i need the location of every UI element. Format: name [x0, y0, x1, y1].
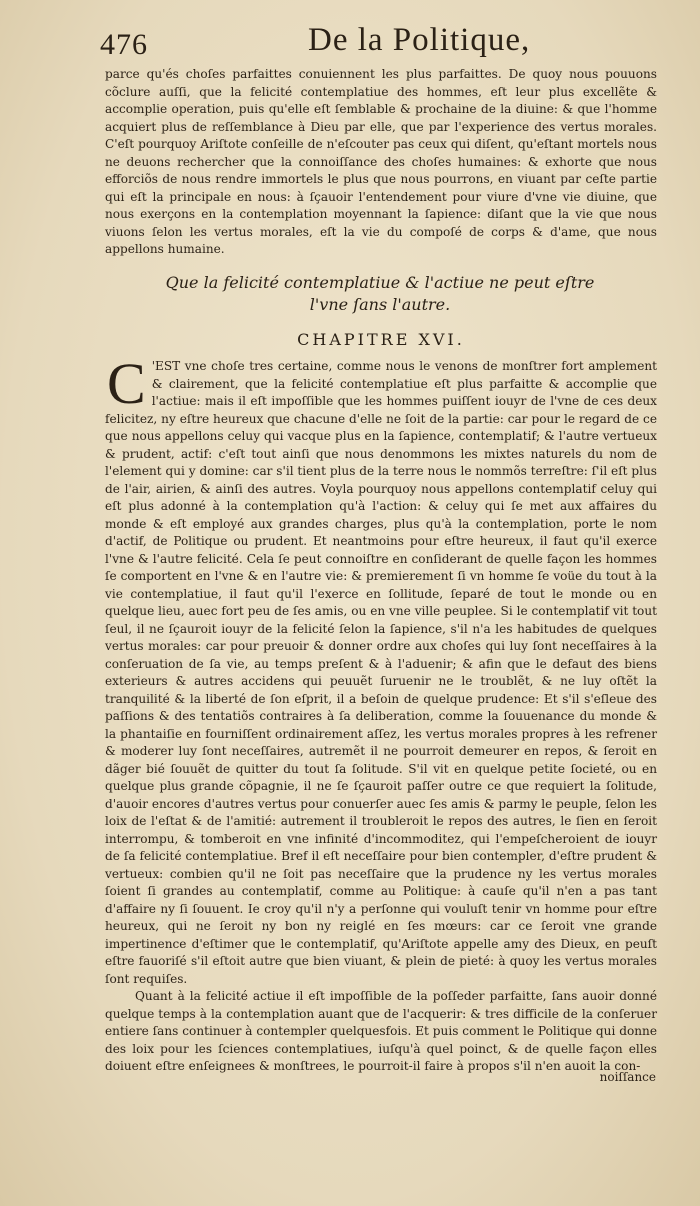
page-number: 476: [100, 28, 148, 61]
chapter-title-line-2: l'vne ſans l'autre.: [309, 295, 451, 314]
chapter-paragraph-1-text: 'EST vne choſe tres certaine, comme nous le venons de monſtrer fort amplement & clairement, que la felicité contemplatiue eſt plus parfaitte & accomplie que l'actiue: mais il eſt impoſſible que les hommes puiſſent iouyr de l'vne de ces deux felicitez, ny eſtre heureux que chacune d'elle ne ſoit de la partie: car pour le regard de ce que nous appellons celuy qui vacque plus en la ſapience, contemplatif; & l'autre vertueux & prudent, actif: c'eſt tout ainſi que nous denommons les mixtes naturels du nom de l'element qui y domine: car s'il tient plus de la terre nous le nommõs terreſtre: ſ'il eſt plus de l'air, airien, & ainſi des autres. Voyla pourquoy nous appellons contemplatif celuy qui eſt plus adonné à la contemplation qu'à l'action: & celuy qui ſe met aux affaires du monde & eſt employé aux grandes charges, plus qu'à la contemplation, porte le nom d'actif, de Politique ou prudent. Et neantmoins pour eſtre heureux, il faut qu'il exerce l'vne & l'autre felicité. Cela ſe peut connoiſtre en conſiderant de quelle façon les hommes ſe comportent en l'vne & en l'autre vie: & premierement ſi vn homme ſe voüe du tout à la vie contemplatiue, il faut qu'il l'exerce en ſollitude, ſeparé de tout le monde ou en quelque lieu, auec fort peu de ſes amis, ou en vne ville peuplee. Si le contemplatif vit tout ſeul, il ne ſçauroit iouyr de la felicité ſelon la ſapience, s'il n'a les habitudes de quelques vertus morales: car pour preuoir & donner ordre aux choſes qui luy ſont neceſſaires à la conſeruation de ſa vie, au temps preſent & à l'aduenir; & afin que le defaut des biens exterieurs & autres accidens qui peuuẽt ſuruenir ne le troublẽt, & ne luy oſtẽt la tranquilité & la liberté de ſon eſprit, il a beſoin de quelque prudence: Et s'il s'eſleue des paſſions & des tentatiõs contraires à ſa deliberation, comme la ſouuenance du monde & la phantaiſie en fourniſſent ordinairement aſſez, les vertus morales propres à les refrener & moderer luy ſont neceſſaires, autremẽt il ne pourroit demeurer en repos, & ſeroit en dãger bié ſouuẽt de quitter du tout ſa ſolitude. S'il vit en quelque petite ſocieté, ou en quelque plus grande cõpagnie, il ne ſe ſçauroit paſſer outre ce que requiert la ſolitude, d'auoir encores d'autres vertus pour conuerſer auec ſes amis & parmy le peuple, ſelon les loix de l'eſtat & de l'amitié: autrement il troubleroit le repos des autres, le ſien en ſeroit interrompu, & tomberoit en vne infinité d'incommoditez, qui l'empeſcheroient de iouyr de ſa felicité contemplatiue. Bref il eſt neceſſaire pour bien contempler, d'eſtre prudent & vertueux: combien qu'il ne ſoit pas neceſſaire que la prudence ny les vertus morales ſoient ſi grandes au contemplatif, comme au Politique: à cauſe qu'il n'en a pas tant d'affaire ny ſi ſouuent. Ie croy qu'il n'y a perſonne qui vouluſt tenir vn homme pour eſtre heureux, qui ne ſeroit ny bon ny reiglé en ſes mœurs: car ce ſeroit vne grande impertinence d'eſtimer que le contemplatif, qu'Ariſtote appelle amy des Dieux, en peuſt eſtre fauoriſé s'il eſtoit autre que bien viuant, & plein de pieté: à quoy les vertus morales ſont requiſes.: [105, 359, 657, 986]
chapter-paragraph-1: [105, 351, 657, 988]
chapter-body: [105, 351, 657, 1076]
chapter-heading: CHAPITRE XVI.: [297, 330, 465, 349]
page-header: [100, 22, 660, 66]
catchword: noiſſance: [599, 1070, 656, 1084]
drop-cap: C: [107, 351, 146, 416]
chapter-title: [150, 272, 610, 316]
chapter-paragraph-2: Quant à la felicité actiue il eſt impoſſible de la poſſeder parfaitte, ſans auoir donné quelque temps à la contemplation auant que de l'acquerir: & tres difficile de la conſeruer entiere ſans continuer à contempler quelquesfois. Et puis comment le Politique qui donne des loix pour les ſciences contemplatiues, iuſqu'à quel poinct, & de quelle façon elles doiuent eſtre enſeignees & monſtrees, le pourroit-il faire à propos s'il n'en auoit la con-: [105, 989, 657, 1073]
chapter-title-line-1: Que la felicité contemplatiue & l'actiue ne peut eſtre: [165, 273, 595, 292]
running-head: De la Politique,: [308, 22, 531, 58]
opening-paragraph: parce qu'és choſes parfaittes conuiennent les plus parfaittes. De quoy nous pouuons cõclure auſſi, que la felicité contemplatiue des hommes, eſt leur plus excellẽte & accomplie operation, puis qu'elle eſt ſemblable & prochaine de la diuine: & que l'homme acquiert plus de reſſemblance à Dieu par elle, que par l'experience des vertus morales. C'eſt pourquoy Ariſtote conſeille de n'eſcouter pas ceux qui diſent, qu'eſtant mortels nous ne deuons rechercher que la connoiſſance des choſes humaines: & exhorte que nous efforciõs de nous rendre immortels le plus que nous pourrons, en viuant par ceſte partie qui eſt la principale en nous: à ſçauoir l'entendement pour viure d'vne vie diuine, que nous exerçons en la contemplation moyennant la ſapience: diſant que la vie que nous viuons ſelon les vertus morales, eſt la vie du compoſé de corps & d'ame, que nous appellons humaine.: [105, 67, 657, 256]
opening-paragraph-block: [105, 66, 657, 259]
